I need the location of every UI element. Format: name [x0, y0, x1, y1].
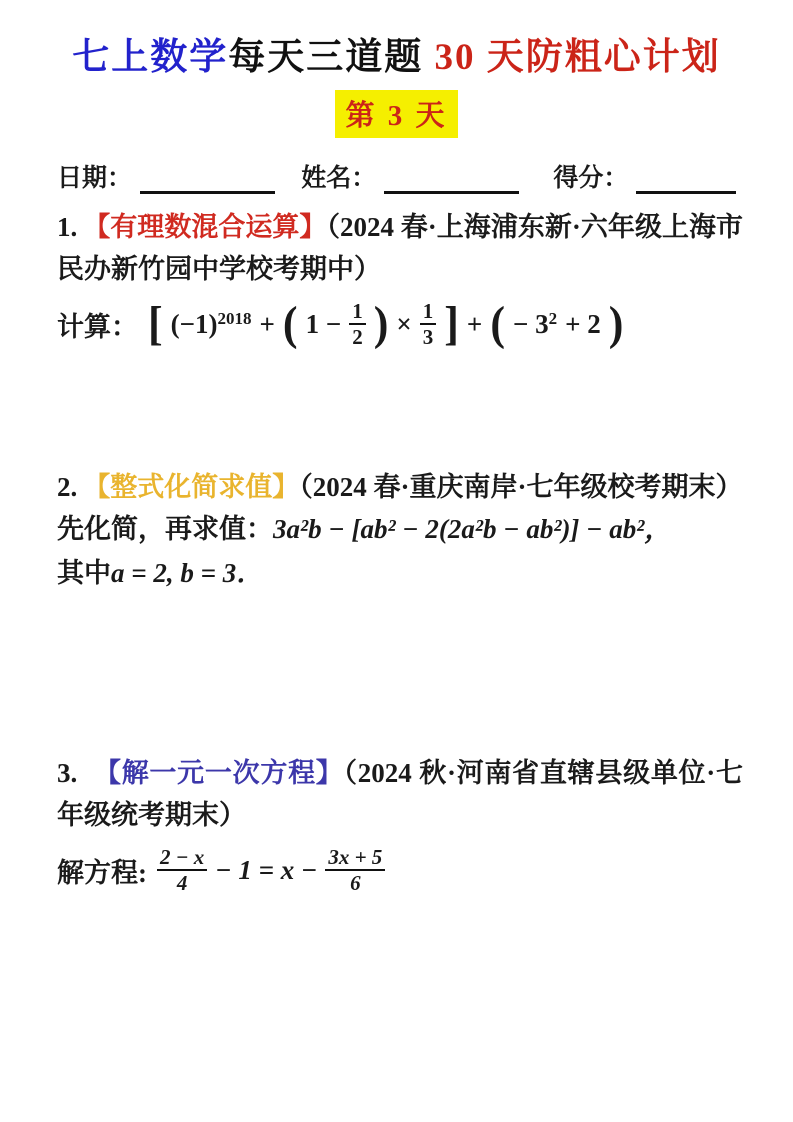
calc-label: 计算： [57, 311, 138, 342]
power-term-1 [171, 309, 252, 340]
times-operator: × [396, 308, 412, 339]
problem1-formula [57, 297, 793, 350]
left-square-bracket: [ [148, 297, 163, 350]
problem3-source: （2024 秋·河南省直辖县级单位·七年级统考期末） [57, 758, 744, 831]
one-minus-term: 1 − [305, 308, 342, 339]
right-paren: ) [608, 297, 624, 350]
problem2-header [57, 466, 743, 508]
problem2-condition-line [57, 552, 743, 594]
meta-line [57, 158, 736, 194]
power-exponent: 2018 [217, 308, 252, 328]
equation-middle: − 1 = x − [215, 854, 318, 885]
power-exponent: 2 [548, 308, 558, 328]
fraction-denominator: 4 [176, 871, 188, 896]
problem1-header [57, 206, 743, 290]
condition-prefix: 其中 [57, 558, 111, 589]
power-base: (−1) [170, 308, 218, 339]
fraction-numerator: 1 [349, 300, 366, 325]
fraction-right [325, 846, 385, 894]
left-paren: ( [490, 297, 505, 350]
page-title [0, 0, 793, 80]
plus-operator: + [259, 308, 275, 339]
problem1-number: 1. [57, 212, 78, 242]
score-label: 得分： [553, 165, 629, 192]
fraction-denominator: 6 [350, 871, 361, 896]
day-badge: 第 3 天 [335, 90, 457, 138]
title-part-blue: 七上数学 [72, 37, 229, 78]
problem2-number: 2. [57, 472, 78, 503]
problem3-number: 3. [57, 758, 78, 789]
problem2-condition: a = 2, b = 3． [111, 558, 264, 589]
problem3-formula [57, 846, 793, 894]
problem1-expression [148, 297, 624, 350]
fraction-numerator: 2 − x [157, 846, 207, 871]
problem1-source: （2024 春·上海浦东新·六年级上海市民办新竹园中学校考期中） [57, 212, 744, 284]
date-blank-line [140, 168, 275, 194]
fraction-one-third [420, 300, 437, 348]
problem2-task-line [57, 508, 743, 550]
score-blank-line [636, 168, 736, 194]
solve-equation-label: 解方程: [57, 857, 147, 888]
fraction-left [157, 846, 207, 894]
problem2-topic-tag: 【整式化简求值】 [83, 472, 300, 503]
power-base: − 3 [512, 308, 549, 339]
left-paren: ( [282, 297, 298, 350]
day-row [0, 90, 793, 138]
plus-two-term: + 2 [565, 308, 601, 339]
title-part-black: 每天三道题 [228, 37, 435, 78]
problem3-header [57, 752, 743, 836]
name-blank-line [384, 168, 519, 194]
fraction-numerator: 3x + 5 [325, 846, 385, 871]
problem1-topic-tag: 【有理数混合运算】 [83, 212, 327, 242]
title-part-red: 30 天防粗心计划 [434, 37, 721, 78]
problem2-source: （2024 春·重庆南岸·七年级校考期末） [299, 472, 743, 503]
problem3-topic-tag: 【解一元一次方程】 [93, 758, 344, 789]
name-label: 姓名： [301, 165, 377, 192]
problem3-equation [157, 846, 385, 894]
fraction-denominator: 2 [352, 325, 363, 350]
fraction-numerator: 1 [420, 300, 437, 325]
fraction-one-half [349, 300, 366, 348]
problem2-expression: 3a²b − [ab² − 2(2a²b − ab²)] − ab²， [273, 514, 672, 545]
date-label: 日期： [57, 165, 133, 192]
right-square-bracket: ] [444, 297, 459, 350]
right-paren: ) [373, 297, 389, 350]
power-term-2 [513, 309, 557, 340]
fraction-denominator: 3 [422, 325, 434, 350]
plus-operator: + [466, 308, 483, 339]
simplify-label: 先化简，再求值： [57, 514, 273, 545]
